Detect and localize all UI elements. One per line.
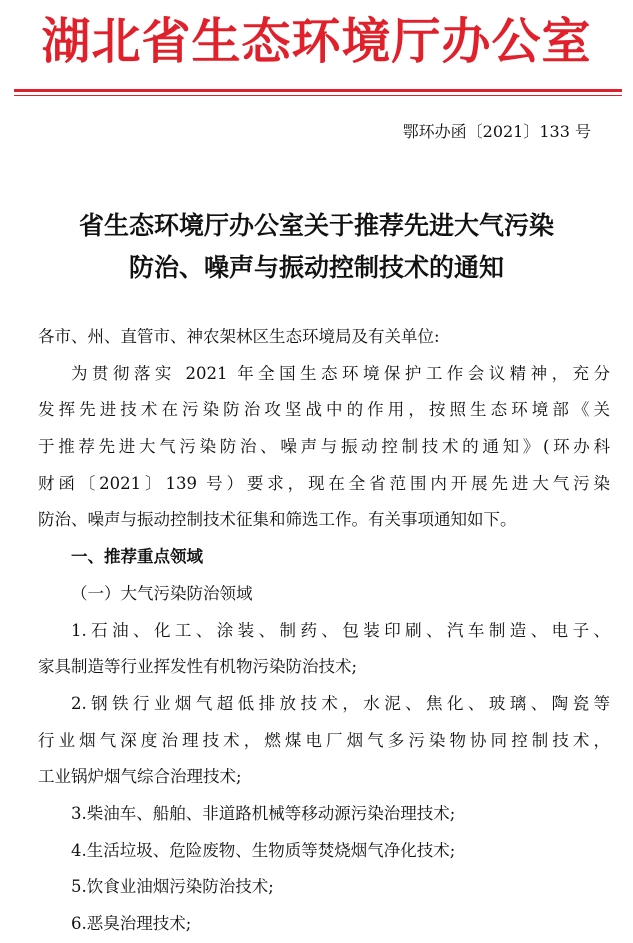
- item-1-line-2: 家具制造等行业挥发性有机物污染防治技术;: [38, 657, 358, 677]
- item-6: 6.恶臭治理技术;: [71, 914, 192, 933]
- subsection-1-heading: （一）大气污染防治领域: [71, 583, 253, 603]
- red-header-rule-thin: [14, 95, 622, 96]
- intro-line-2: 发挥先进技术在污染防治攻坚战中的作用，按照生态环境部《关: [38, 400, 610, 420]
- intro-line-3: 于推荐先进大气污染防治、噪声与振动控制技术的通知》(环办科: [38, 437, 610, 457]
- intro-line-1: 为贯彻落实 2021 年全国生态环境保护工作会议精神，充分: [71, 363, 610, 383]
- section-1-heading: 一、推荐重点领域: [71, 547, 203, 567]
- red-header-rule-thick: [14, 89, 622, 92]
- document-title-line-2: 防治、噪声与振动控制技术的通知: [128, 253, 504, 282]
- document-title-line-1: 省生态环境厅办公室关于推荐先进大气污染: [78, 211, 554, 240]
- intro-line-4: 财函〔2021〕139 号）要求，现在全省范围内开展先进大气污染: [38, 473, 610, 493]
- item-1-line-1: 1.石油、化工、涂装、制药、包装印刷、汽车制造、电子、: [71, 620, 610, 640]
- salutation: 各市、州、直管市、神农架林区生态环境局及有关单位:: [38, 327, 440, 346]
- issuing-organization-header: 湖北省生态环境厅办公室: [41, 13, 592, 70]
- document-title: [0, 205, 633, 289]
- document-body: [38, 319, 610, 943]
- document-number: 鄂环办函〔2021〕133 号: [402, 122, 591, 141]
- item-2-line-1: 2.钢铁行业烟气超低排放技术，水泥、焦化、玻璃、陶瓷等: [71, 693, 610, 713]
- item-2-line-3: 工业锅炉烟气综合治理技术;: [38, 767, 242, 787]
- item-5: 5.饮食业油烟污染防治技术;: [71, 877, 274, 897]
- item-4: 4.生活垃圾、危险废物、生物质等焚烧烟气净化技术;: [71, 840, 456, 860]
- item-3: 3.柴油车、船舶、非道路机械等移动源污染治理技术;: [71, 803, 456, 823]
- item-2-line-2: 行业烟气深度治理技术，燃煤电厂烟气多污染物协同控制技术，: [38, 730, 610, 750]
- intro-line-5: 防治、噪声与振动控制技术征集和筛选工作。有关事项通知如下。: [38, 510, 517, 530]
